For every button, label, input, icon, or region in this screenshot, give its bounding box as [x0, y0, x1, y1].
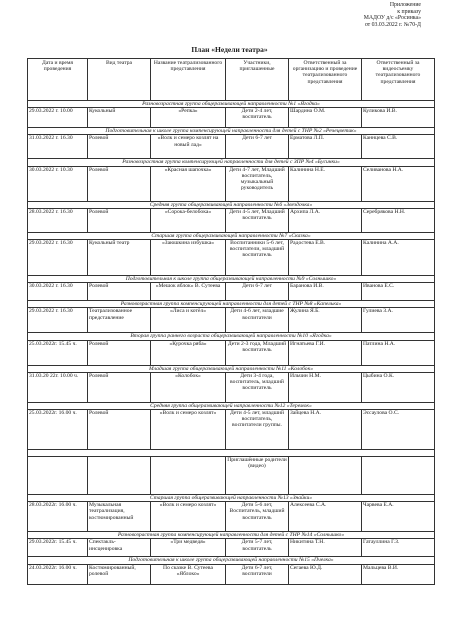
cell-participants: Дети 6-7 лет: [226, 283, 289, 301]
group-title-row: [28, 101, 435, 108]
group-title-row: [28, 201, 435, 208]
cell-video: Калинина А.А.: [362, 240, 435, 276]
cell-participants: Дети 2-4 лет, воспитатель: [226, 108, 289, 128]
cell-organizer: Радостева Е.В.: [289, 240, 362, 276]
table-header-row: [28, 59, 435, 101]
cell-video: Серебрякова Н.Н.: [362, 208, 435, 232]
cell-type: Кукольный театр: [88, 240, 151, 276]
cell-type: Ролевой: [88, 283, 151, 301]
cell-type: Ролевой: [88, 135, 151, 159]
cell-video: Гатауллина Г.З.: [362, 539, 435, 557]
group-title: Подготовительная к школе группа компенсирующей направленности для детей с ТНР №2 «Речецветик»: [28, 128, 435, 135]
cell-type: Ролевой: [88, 340, 151, 365]
cell-type: Театрализованное представление: [88, 308, 151, 333]
cell-type: Музыкальная театрализация, костюмированный: [88, 502, 151, 532]
group-title-row: [28, 276, 435, 283]
table-row: [28, 564, 435, 584]
cell-name: «Курочка ряба»: [151, 340, 226, 365]
cell-video: [362, 457, 435, 495]
cell-name: «Заюшкина избушка»: [151, 240, 226, 276]
cell-date: 25.03.2022г. 16.00 ч.: [28, 410, 88, 450]
cell-participants: Дети 4-5 лет, младший воспитатель, воспитатели группы.: [226, 410, 289, 450]
cell-organizer: Баранова И.В.: [289, 283, 362, 301]
cell-organizer: Калинина Н.Е.: [289, 166, 362, 201]
cell-organizer: Игнатьева Г.И.: [289, 340, 362, 365]
cell-date: 31.03.20 22г. 10.00 ч.: [28, 372, 88, 402]
group-title: [28, 450, 435, 457]
cell-video: Каннцева С.В.: [362, 135, 435, 159]
cell-date: 24.03.2022г. 16.00 ч.: [28, 564, 88, 584]
cell-organizer: Никитина Т.Н.: [289, 539, 362, 557]
group-title: Подготовительная к школе группа общеразвивающей направленности №9 «Солнышко»: [28, 276, 435, 283]
group-title: Разновозрастная группа компенсирующей направленности для детей с ТНР №8 «Капелька»: [28, 301, 435, 308]
group-title-row: [28, 159, 435, 166]
cell-type: Ролевой: [88, 208, 151, 232]
cell-video: Чарвева Е.А.: [362, 502, 435, 532]
cell-organizer: Жулина Я.Б.: [289, 308, 362, 333]
appendix-line: от 03.03.2022 г. №70-Д: [364, 21, 421, 28]
cell-date: [28, 457, 88, 495]
cell-name: По сказке В. Сутеева «Яблоко»: [151, 564, 226, 584]
table-row: [28, 340, 435, 365]
cell-participants: Дети 5-7 лет, воспитатель: [226, 539, 289, 557]
cell-name: «Сорока-белобока»: [151, 208, 226, 232]
cell-date: 29.03.2022г. 15.45 ч.: [28, 539, 88, 557]
table-row: [28, 457, 435, 495]
cell-date: 25.03.2022г. 15.45 ч.: [28, 340, 88, 365]
table-row: [28, 410, 435, 450]
cell-name: «Волк и семеро козлят»: [151, 410, 226, 450]
table-row: [28, 283, 435, 301]
column-header-participants: Участники, приглашенные: [226, 59, 289, 101]
cell-type: Ролевой: [88, 372, 151, 402]
cell-name: «Лиса и котёл»: [151, 308, 226, 333]
table-row: [28, 308, 435, 333]
group-title-row: [28, 450, 435, 457]
cell-participants: Дети 6-7 лет: [226, 135, 289, 159]
cell-participants: Воспитанники 5-6 лет, воспитатели, младший воспитатель: [226, 240, 289, 276]
cell-video: Гулиева З.А.: [362, 308, 435, 333]
cell-name: «Репка»: [151, 108, 226, 128]
appendix-line: к приказу: [397, 8, 421, 15]
cell-type: Кукольный: [88, 108, 151, 128]
cell-date: 31.03.2022 г. 16.30: [28, 135, 88, 159]
cell-date: 30.03.2022 г. 16.30: [28, 283, 88, 301]
cell-participants: Приглашённые родители (видео): [226, 457, 289, 495]
column-header-type: Вид театра: [88, 59, 151, 101]
table-row: [28, 539, 435, 557]
column-header-video: Ответственный за видеосъемку театрализованного представления: [362, 59, 435, 101]
cell-name: [151, 457, 226, 495]
cell-name: «Колобок»: [151, 372, 226, 402]
page-title: План «Недели театра»: [191, 45, 268, 54]
group-title: Разновозрастная группа общеразвивающей направленности №1 «Ягодка»: [28, 101, 435, 108]
cell-name: «Волк и семеро козлят»: [151, 502, 226, 532]
appendix-line: Приложение: [389, 2, 421, 8]
cell-organizer: Архипа Л.А.: [289, 208, 362, 232]
table-row: [28, 372, 435, 402]
table-row: [28, 108, 435, 128]
column-header-date: Дата и время проведения: [28, 59, 88, 101]
column-header-organizer: Ответственный за организацию и проведение театрализованного представления: [289, 59, 362, 101]
table-row: [28, 240, 435, 276]
cell-name: «Мешок яблок» В. Сутеева: [151, 283, 226, 301]
cell-video: Цыбина О.К.: [362, 372, 435, 402]
group-title-row: [28, 128, 435, 135]
cell-participants: Дети 3-4 года, воспитатель, младший воспитатель: [226, 372, 289, 402]
plan-table: [27, 58, 435, 585]
cell-organizer: Ерматова Л.П.: [289, 135, 362, 159]
cell-participants: Дети 5-6 лет, Воспитатель, младший воспитатель: [226, 502, 289, 532]
cell-video: Патлина Н.А.: [362, 340, 435, 365]
table-row: [28, 166, 435, 201]
cell-date: 28.03.2022 г. 16.30: [28, 208, 88, 232]
cell-date: 30.03.2022 г. 10.30: [28, 166, 88, 201]
cell-date: 28.03.2022г. 16.00 ч.: [28, 502, 88, 532]
cell-name: «Волк и семеро козлят на новый лад»: [151, 135, 226, 159]
table-row: [28, 135, 435, 159]
cell-participants: Дети 4-7 лет, Младший воспитатель, музыкальный руководитель: [226, 166, 289, 201]
cell-date: 29.03.2022 г. 10.00: [28, 108, 88, 128]
group-title: Вторая группа раннего возраста общеразвивающей направленности №10 «Ягодка»: [28, 333, 435, 340]
cell-type: Спектакль-инсценировка: [88, 539, 151, 557]
table-body: [28, 101, 435, 585]
cell-organizer: Ильчин Н.М.: [289, 372, 362, 402]
cell-participants: Дети 6-7 лет, воспитатели: [226, 564, 289, 584]
cell-participants: Дети 4-6 лет, младшие воспитатели: [226, 308, 289, 333]
group-title-row: [28, 557, 435, 564]
cell-organizer: Алексеева С.А.: [289, 502, 362, 532]
cell-date: 29.03.2022 г. 16.30: [28, 240, 88, 276]
group-title: Старшая группа общеразвивающей направленности №7 «Сказка»: [28, 232, 435, 239]
group-title: Старшая группа общеразвивающей направленности №13 «Знайки»: [28, 495, 435, 502]
group-title: Средняя группа общеразвивающей направленности №12 «Теремок»: [28, 402, 435, 409]
group-title-row: [28, 365, 435, 372]
cell-type: Костюмированный, ролевой: [88, 564, 151, 584]
cell-type: Ролевой: [88, 166, 151, 201]
cell-video: Мальцева В.И.: [362, 564, 435, 584]
group-title: Подготовительная к школе группа общеразвивающей направленности №15 «Пчелка»: [28, 557, 435, 564]
cell-video: Эссаулова О.С.: [362, 410, 435, 450]
group-title-row: [28, 232, 435, 239]
table-row: [28, 208, 435, 232]
cell-video: Куликова И.В.: [362, 108, 435, 128]
cell-name: «Три медведя»: [151, 539, 226, 557]
group-title-row: [28, 402, 435, 409]
cell-video: Селиванова Н.А.: [362, 166, 435, 201]
table-row: [28, 502, 435, 532]
cell-type: Ролевой: [88, 410, 151, 450]
group-title-row: [28, 333, 435, 340]
cell-organizer: Шардина О.М.: [289, 108, 362, 128]
group-title: Младшая группа общеразвивающей направленности №11 «Колобок»: [28, 365, 435, 372]
group-title-row: [28, 301, 435, 308]
cell-participants: Дети 4-5 лет, Младший воспитатель: [226, 208, 289, 232]
cell-organizer: Сегаева Ю.Д.: [289, 564, 362, 584]
cell-organizer: Зайцева Н.А.: [289, 410, 362, 450]
group-title-row: [28, 532, 435, 539]
group-title: Средняя группа общеразвивающей направленности №6 «Звездочка»: [28, 201, 435, 208]
group-title-row: [28, 495, 435, 502]
group-title: Разновозрастная группа компенсирующей направленности для детей с ТНР №14 «Солнышко»: [28, 532, 435, 539]
cell-video: Иванова Е.С.: [362, 283, 435, 301]
cell-date: 29.03.2022 г. 16.30: [28, 308, 88, 333]
column-header-name: Название театрализованного представления: [151, 59, 226, 101]
cell-type: [88, 457, 151, 495]
cell-participants: Дети 2-3 года, Младший воспитатель: [226, 340, 289, 365]
cell-organizer: [289, 457, 362, 495]
appendix-header: [364, 2, 421, 28]
group-title: Разновозрастная группа компенсирующей направленности для детей с ЗПР №4 «Бусинки»: [28, 159, 435, 166]
appendix-line: МАДОУ д/с «Росинка»: [363, 15, 421, 22]
cell-name: «Красная шапочка»: [151, 166, 226, 201]
